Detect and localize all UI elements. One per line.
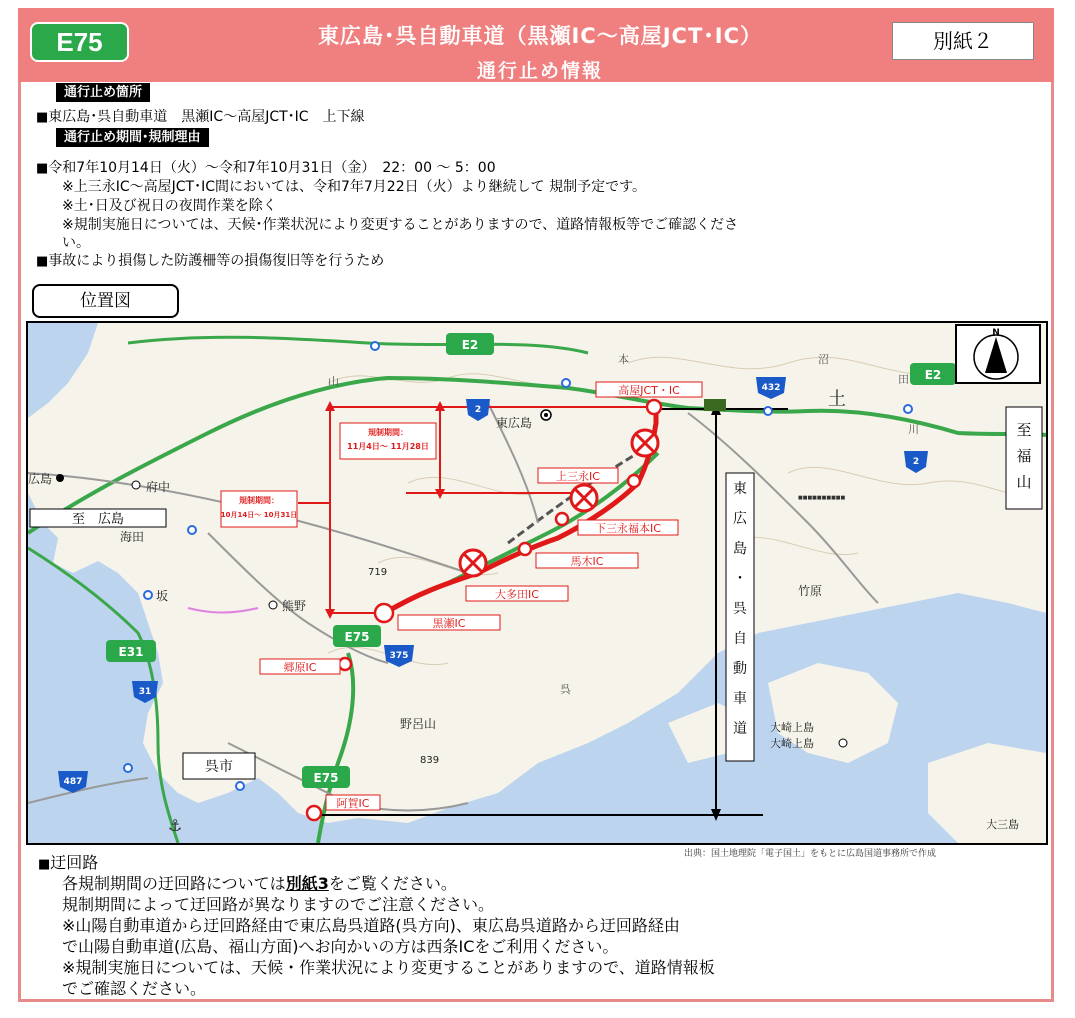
- ic-label-kurose: 黒瀬IC: [432, 617, 466, 630]
- page-subtitle: 通行止め情報: [476, 60, 603, 82]
- place-takehara: 竹原: [798, 584, 823, 598]
- ic-label-kamimie: 上三永IC: [556, 470, 600, 483]
- place-norosan: 野呂山: [400, 717, 437, 731]
- detour-line6: でご確認ください。: [62, 979, 207, 998]
- detour-line2: 規制期間によって迂回路が異なりますのでご注意ください。: [62, 895, 495, 914]
- place-osakikamijima-a: 大崎上島: [770, 721, 814, 734]
- shield-e75-a: E75: [344, 630, 370, 644]
- place-saka: 坂: [156, 589, 169, 603]
- note-schedule: ※規制実施日については、天候･作業状況により変更することがありますので、道路情報板等でご確認くださ: [62, 217, 739, 233]
- elevation-719: 719: [368, 567, 388, 578]
- period-reason-heading: 通行止め期間･規制理由: [56, 128, 209, 147]
- closure-period: ■令和7年10月14日（火）～令和7年10月31日（金） 22：00 ～ 5：00: [36, 160, 496, 176]
- shield-e2-a: E2: [461, 338, 479, 352]
- place-hiroshima: 広島: [28, 472, 53, 486]
- place-kawa: 川: [908, 423, 919, 436]
- route-31: 31: [138, 687, 152, 697]
- map-credit: 出典：国土地理院「電子国土」をもとに広島国道事務所で作成: [684, 849, 937, 859]
- route-2-a: 2: [474, 405, 482, 415]
- place-fuchu: 府中: [146, 480, 171, 494]
- attachment-label: 別紙２: [892, 22, 1034, 60]
- ic-label-aga: 阿賀IC: [336, 797, 370, 810]
- period-1-dates: 10月14日～ 10月31日: [220, 511, 298, 519]
- north-arrow: [956, 325, 1040, 383]
- route-487: 487: [63, 777, 83, 787]
- place-omishima: 大三島: [986, 818, 1019, 831]
- route-375: 375: [389, 651, 409, 661]
- detour-line5: ※規制実施日については、天候・作業状況により変更することがありますので、道路情報板: [62, 958, 715, 977]
- closure-reason: ■事故により損傷した防護柵等の損傷復旧等を行うため: [36, 253, 385, 269]
- closure-location-heading: 通行止め箇所: [56, 83, 150, 102]
- place-hon: 本: [618, 353, 629, 366]
- place-yama: 山: [328, 375, 339, 388]
- ic-label-otada: 大多田IC: [495, 588, 539, 601]
- ic-label-gohara: 郷原IC: [283, 661, 317, 674]
- place-kure-kanji: 呉: [560, 683, 571, 696]
- place-ta: 田: [898, 373, 909, 386]
- kure-city-label: 呉市: [205, 759, 233, 775]
- to-fukuyama-label: 至福山: [1016, 421, 1032, 491]
- detour-line3: ※山陽自動車道から迂回路経由で東広島呉道路(呉方向)、東広島呉道路から迂回路経由: [62, 916, 680, 935]
- takaya-jct-marker: [704, 399, 726, 411]
- period-2-title: 規制期間：: [368, 428, 408, 437]
- location-map-title: 位置図: [32, 284, 179, 318]
- route-2-b: 2: [912, 457, 920, 467]
- route-432: 432: [761, 383, 781, 393]
- period-label-2: [340, 423, 436, 459]
- place-kumano: 熊野: [282, 599, 307, 613]
- anchor-icon: ⚓: [168, 816, 183, 835]
- ic-label-shimomie: 下三永福本IC: [595, 522, 661, 535]
- detour-heading: ■迂回路: [38, 853, 99, 872]
- shield-e2-b: E2: [924, 368, 942, 382]
- location-map[interactable]: [26, 321, 1048, 845]
- detour-line4: で山陽自動車道(広島、福山方面)へお向かいの方は西条ICをご利用ください。: [62, 937, 619, 956]
- note-schedule-cont: い。: [62, 235, 90, 251]
- place-kaita: 海田: [120, 530, 145, 544]
- period-label-1: [221, 491, 297, 527]
- ic-label-umaki: 馬木IC: [570, 555, 604, 568]
- note-continuation: ※上三永IC～高屋JCT･IC間においては、令和7年7月22日（火）より継続して 規制予定です。: [62, 179, 646, 195]
- north-label: N: [992, 328, 1000, 338]
- detour-line1: 各規制期間の迂回路については別紙3をご覧ください。: [62, 874, 457, 893]
- place-tsuchi: 土: [828, 389, 846, 410]
- place-higashihiroshima: 東広島: [496, 416, 533, 430]
- to-hiroshima-label: 至 広島: [71, 512, 125, 527]
- route-badge: E75: [30, 22, 129, 62]
- route-name-vertical: 東広島・呉自動車道: [733, 481, 747, 737]
- attachment-3-link[interactable]: 別紙3: [285, 874, 329, 893]
- ic-label-takaya: 高屋JCT・IC: [618, 384, 680, 397]
- shield-e75-b: E75: [313, 771, 339, 785]
- period-1-title: 規制期間：: [239, 496, 279, 505]
- shield-e31: E31: [118, 645, 144, 659]
- note-weekend: ※土･日及び祝日の夜間作業を除く: [62, 198, 277, 214]
- period-2-dates: 11月4日～ 11月28日: [347, 442, 429, 451]
- elevation-839: 839: [420, 755, 440, 766]
- page-title: 東広島･呉自動車道（黒瀬IC～高屋JCT･IC）: [318, 24, 762, 48]
- place-numa: 沼: [818, 353, 829, 366]
- small-legend-text: ■■■■■■■■■■: [798, 495, 846, 501]
- closure-location: ■東広島･呉自動車道 黒瀬IC～高屋JCT･IC 上下線: [36, 109, 365, 125]
- place-osakikamijima-b: 大崎上島: [770, 737, 814, 750]
